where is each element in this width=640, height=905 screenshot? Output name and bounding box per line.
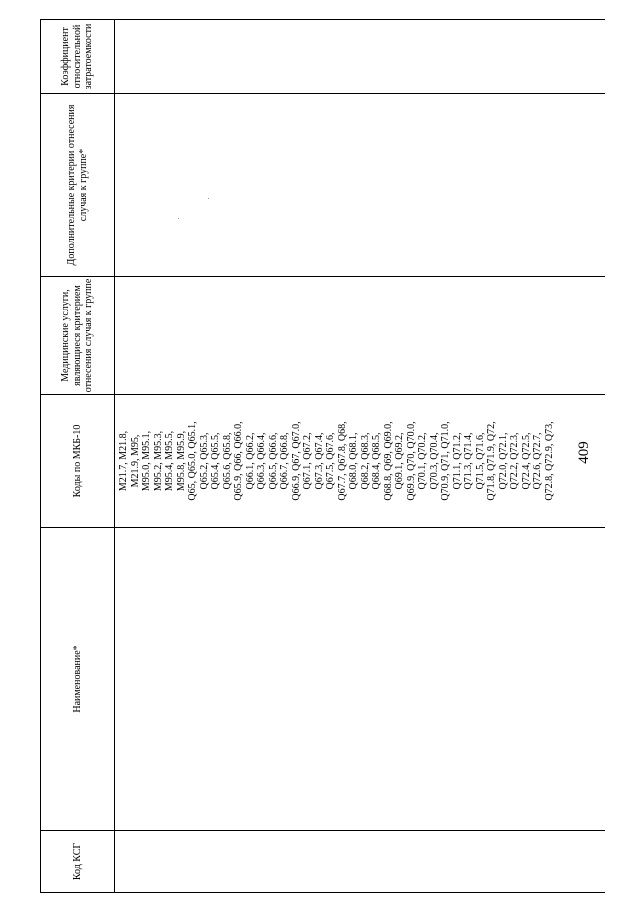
icd-code-line: Q68.8, Q69, Q69.0, <box>382 421 394 501</box>
cell-name <box>115 528 606 831</box>
icd-code-line: Q66.3, Q66.4, <box>256 432 267 490</box>
icd-code-line: Q66.9, Q67, Q67.0, <box>290 421 302 501</box>
icd-code-line: Q65.2, Q65.3, <box>198 432 210 490</box>
icd-code-line: Q66.1, Q66.2, <box>244 432 256 490</box>
icd-code-line: M95.2, M95.3, <box>152 430 164 492</box>
icd-code-line: Q70.9, Q71, Q71.0, <box>440 421 451 501</box>
icd-code-line: Q65, Q65.0, Q65.1, <box>187 421 198 501</box>
icd-code-line: Q65.9, Q66, Q66.0, <box>233 421 244 501</box>
icd-code-line: Q65.4, Q65.5, <box>210 432 221 490</box>
icd-code-line: M95.4, M95.5, <box>164 430 175 492</box>
icd-code-line: Q68.2, Q68.3, <box>359 432 371 490</box>
table-row <box>115 20 606 893</box>
icd-code-line: Q65.6, Q65.8, <box>221 432 233 490</box>
icd-code-line: Q72.4, Q72.5, <box>520 432 532 490</box>
ksg-table <box>40 19 605 893</box>
icd-code-line: Q67.1, Q67.2, <box>302 432 313 490</box>
cell-medical-services <box>115 277 606 395</box>
icd-code-line: M21.7, M21.8, <box>118 430 129 492</box>
scan-speck <box>178 218 179 219</box>
icd-code-line: Q72.2, Q72.3, <box>509 432 520 490</box>
header-icd-codes: Коды по МКБ-10 <box>41 395 115 528</box>
header-name: Наименование* <box>41 528 115 831</box>
icd-code-line: Q70.3, Q70.4, <box>428 432 440 490</box>
icd-code-line: M95.8, M95.9, <box>175 430 187 492</box>
table-header-row <box>41 20 115 893</box>
icd-code-line: Q70.1, Q70.2, <box>417 432 428 490</box>
page-number: 409 <box>576 441 592 464</box>
cell-additional-criteria <box>115 94 606 277</box>
icd-code-line: Q71.3, Q71.4, <box>463 432 474 490</box>
icd-code-line: M95.0, M95.1, <box>141 430 152 492</box>
icd-code-line: Q66.7, Q66.8, <box>279 432 290 490</box>
icd-code-line: Q71.8, Q71.9, Q72, <box>486 421 497 501</box>
icd-code-line: Q71.5, Q71.6, <box>474 432 486 490</box>
icd-code-line: Q69.1, Q69.2, <box>394 432 405 490</box>
icd-code-line: Q72.0, Q72.1, <box>497 432 509 490</box>
icd-code-line: Q67.3, Q67.4, <box>313 432 325 490</box>
scan-speck <box>208 198 209 199</box>
icd-code-list <box>115 395 555 527</box>
icd-code-line: Q69.9, Q70, Q70.0, <box>405 421 417 501</box>
header-cost-coefficient: Коэффициент относительной затратоемкости <box>41 20 115 94</box>
icd-code-line: Q67.5, Q67.6, <box>325 432 336 490</box>
icd-code-line: Q68.0, Q68.1, <box>348 432 359 490</box>
icd-code-line: Q71.1, Q71.2, <box>451 432 463 490</box>
icd-code-line: Q68.4, Q68.5, <box>371 432 382 490</box>
icd-code-line: Q67.7, Q67.8, Q68, <box>336 421 348 501</box>
header-medical-services: Медицинские услуги, являющиеся критерием отнесения случая к группе <box>41 277 115 395</box>
cell-icd-codes <box>115 395 606 528</box>
icd-code-line: Q66.5, Q66.6, <box>267 432 279 490</box>
icd-code-line: M21.9, M95, <box>129 434 141 488</box>
cell-ksg-code <box>115 831 606 893</box>
cell-cost-coefficient <box>115 20 606 94</box>
icd-code-line: Q72.8, Q72.9, Q73, <box>543 421 555 501</box>
icd-code-line: Q72.6, Q72.7, <box>532 432 543 490</box>
header-additional-criteria: Дополнительные критерии отнесения случая к группе* <box>41 94 115 277</box>
header-ksg-code: Код КСГ <box>41 831 115 893</box>
